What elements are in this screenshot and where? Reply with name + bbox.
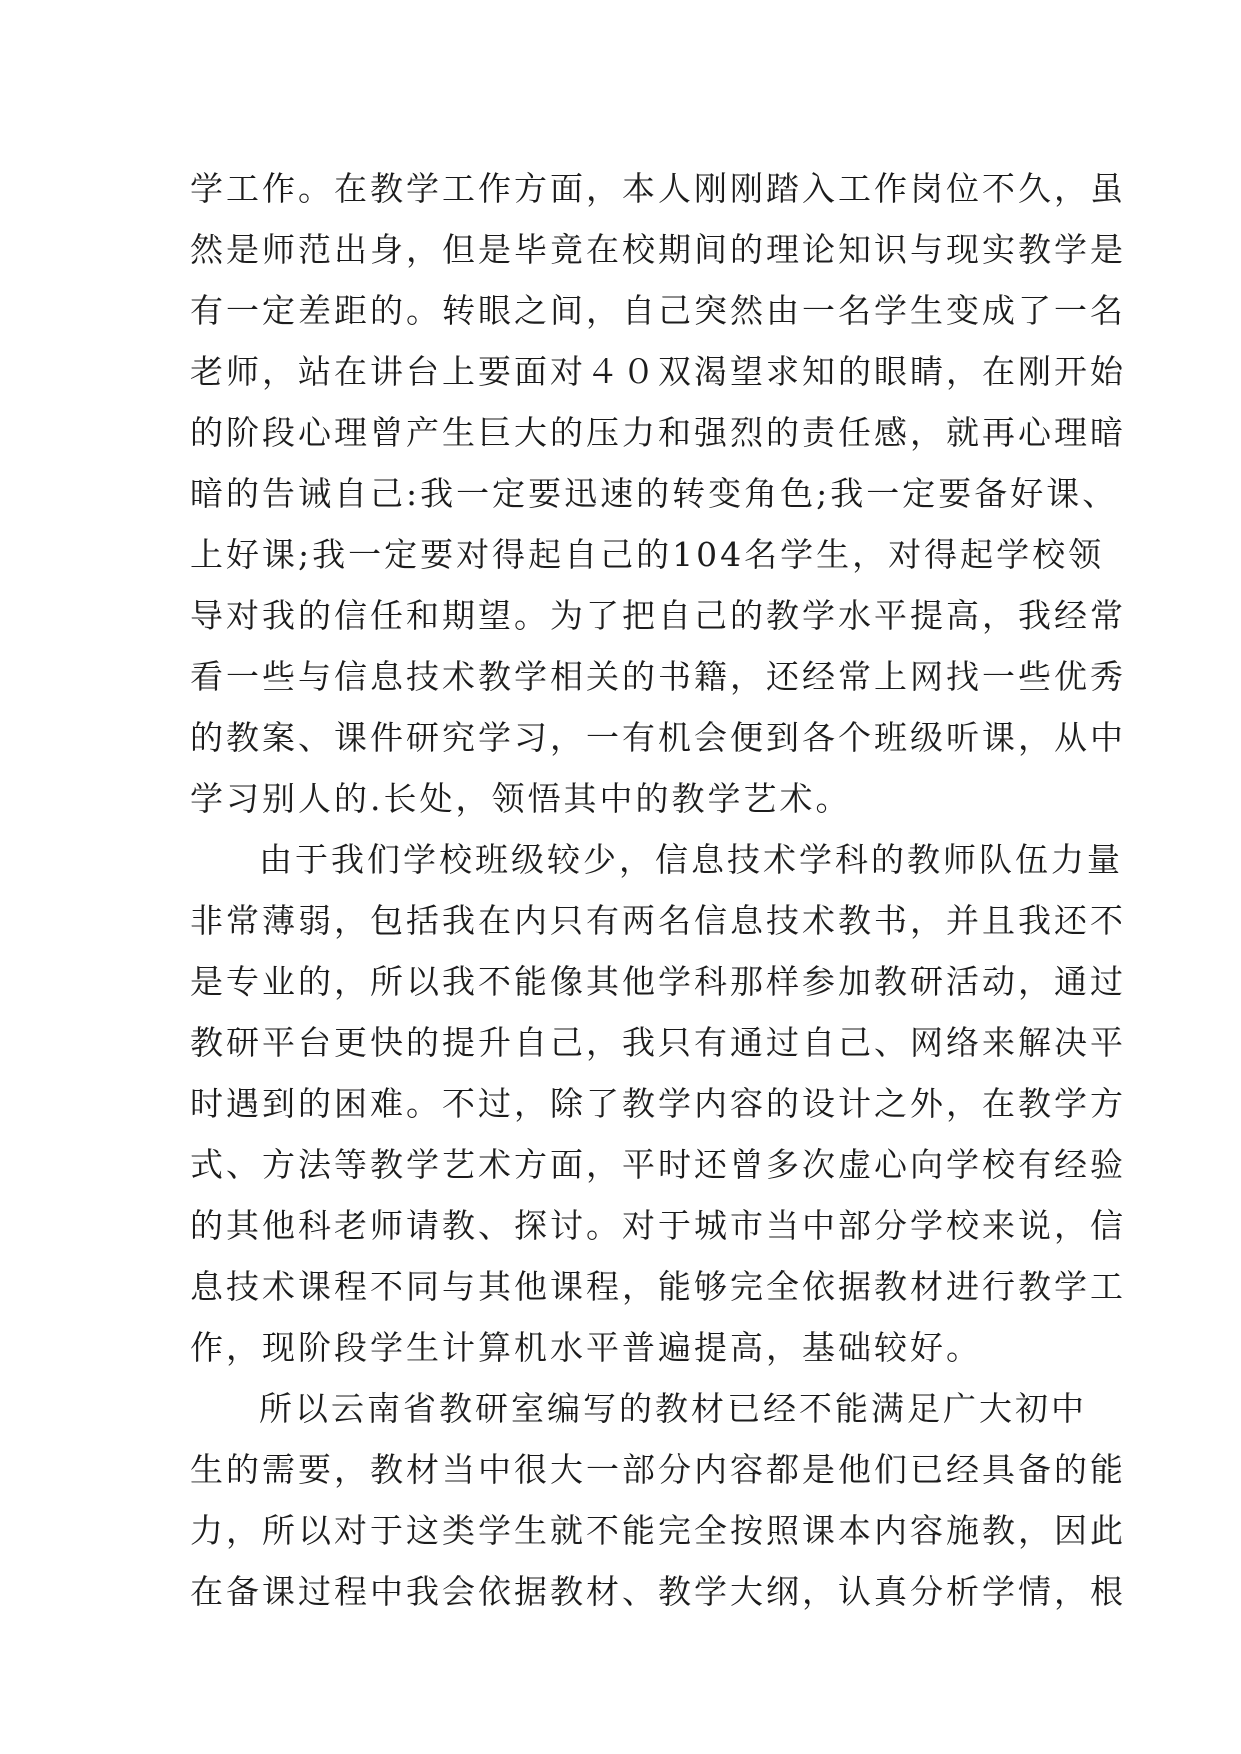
text-line: 上好课;我一定要对得起自己的104名学生，对得起学校领: [190, 535, 1105, 574]
text-line: 作，现阶段学生计算机水平普遍提高，基础较好。: [190, 1328, 982, 1367]
text-line: 在备课过程中我会依据教材、教学大纲，认真分析学情，根: [190, 1572, 1126, 1611]
text-line: 教研平台更快的提升自己，我只有通过自己、网络来解决平: [190, 1023, 1126, 1062]
text-line: 导对我的信任和期望。为了把自己的教学水平提高，我经常: [190, 596, 1126, 635]
paragraph-start-line: 所以云南省教研室编写的教材已经不能满足广大初中: [259, 1389, 1087, 1428]
text-line: 有一定差距的。转眼之间，自己突然由一名学生变成了一名: [190, 291, 1126, 330]
text-line: 的阶段心理曾产生巨大的压力和强烈的责任感，就再心理暗: [190, 413, 1126, 452]
text-line: 看一些与信息技术教学相关的书籍，还经常上网找一些优秀: [190, 657, 1126, 696]
text-line: 老师，站在讲台上要面对４０双渴望求知的眼睛，在刚开始: [190, 352, 1126, 391]
text-line: 的教案、课件研究学习，一有机会便到各个班级听课，从中: [190, 718, 1126, 757]
text-line: 生的需要，教材当中很大一部分内容都是他们已经具备的能: [190, 1450, 1126, 1489]
text-line: 的其他科老师请教、探讨。对于城市当中部分学校来说，信: [190, 1206, 1126, 1245]
text-line: 时遇到的困难。不过，除了教学内容的设计之外，在教学方: [190, 1084, 1126, 1123]
body-text: [190, 158, 1126, 1622]
paragraph-start-line: 由于我们学校班级较少，信息技术学科的教师队伍力量: [259, 840, 1123, 879]
text-line: 是专业的，所以我不能像其他学科那样参加教研活动，通过: [190, 962, 1126, 1001]
text-line: 非常薄弱，包括我在内只有两名信息技术教书，并且我还不: [190, 901, 1126, 940]
text-line: 力，所以对于这类学生就不能完全按照课本内容施教，因此: [190, 1511, 1126, 1550]
text-line: 学习别人的.长处，领悟其中的教学艺术。: [190, 779, 852, 818]
text-line: 然是师范出身，但是毕竟在校期间的理论知识与现实教学是: [190, 230, 1126, 269]
text-line: 暗的告诫自己:我一定要迅速的转变角色;我一定要备好课、: [190, 474, 1119, 513]
text-line: 息技术课程不同与其他课程，能够完全依据教材进行教学工: [190, 1267, 1126, 1306]
text-line: 学工作。在教学工作方面，本人刚刚踏入工作岗位不久，虽: [190, 169, 1126, 208]
text-line: 式、方法等教学艺术方面，平时还曾多次虚心向学校有经验: [190, 1145, 1126, 1184]
